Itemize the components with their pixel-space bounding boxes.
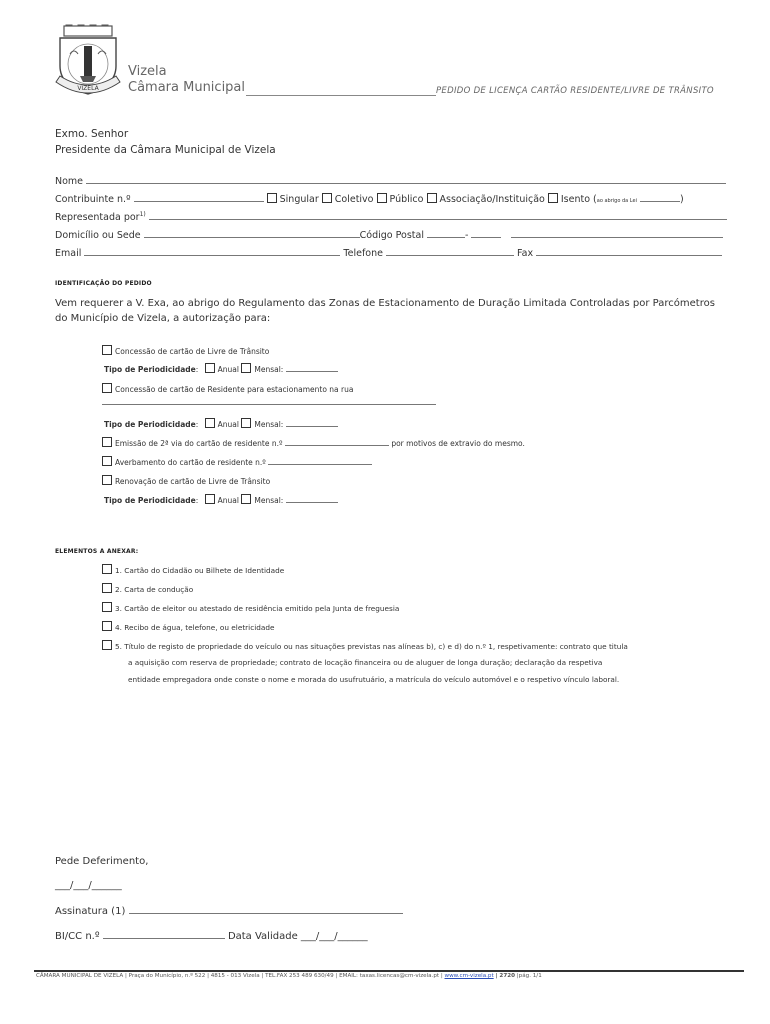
anual-checkbox-1[interactable] xyxy=(205,363,215,373)
mensal-label: Mensal: xyxy=(254,420,284,429)
codigo-postal-field-2[interactable] xyxy=(471,228,501,238)
publico-label: Público xyxy=(389,194,424,205)
coletivo-checkbox[interactable] xyxy=(322,193,332,203)
fax-label: Fax xyxy=(517,248,534,259)
mensal-checkbox-1[interactable] xyxy=(241,363,251,373)
averbamento-field[interactable] xyxy=(268,457,372,465)
mensal-checkbox-3[interactable] xyxy=(241,494,251,504)
codigo-postal-dash: - xyxy=(465,230,469,241)
anexo-4-label: 4. Recibo de água, telefone, ou eletricidade xyxy=(115,623,275,632)
anual-label: Anual xyxy=(217,420,239,429)
mensal-field-2[interactable] xyxy=(286,419,338,427)
option-segunda-via xyxy=(102,437,525,448)
email-field[interactable] xyxy=(84,246,340,256)
anexo-item xyxy=(102,602,399,613)
telefone-field[interactable] xyxy=(386,246,514,256)
colon: : xyxy=(195,496,199,505)
option-residente xyxy=(102,383,353,394)
anexo-5-continuation-1: a aquisição com reserva de propriedade; contrato de locação financeira ou de aluguer de longa duração; declaração da respetiva xyxy=(128,658,603,667)
nome-label: Nome xyxy=(55,176,84,187)
codigo-postal-field-1[interactable] xyxy=(427,228,465,238)
representada-label: Representada por xyxy=(55,212,140,223)
periodicidade-row-1 xyxy=(104,363,338,374)
pedido-intro-1: Vem requerer a V. Exa, ao abrigo do Regulamento das Zonas de Estacionamento de Duração Limitada Controladas por Parcómetros xyxy=(55,298,715,309)
anexo-item xyxy=(102,583,193,594)
salutation: Exmo. Senhor xyxy=(55,128,129,140)
option-renovacao xyxy=(102,475,270,486)
contribuinte-field[interactable] xyxy=(134,192,264,202)
isento-note: ao abrigo da Lei xyxy=(596,198,637,204)
nome-field[interactable] xyxy=(86,174,726,184)
periodicidade-label: Tipo de Periodicidade xyxy=(104,496,196,505)
mensal-checkbox-2[interactable] xyxy=(241,418,251,428)
bicc-field[interactable] xyxy=(103,929,225,939)
codigo-postal-label: Código Postal xyxy=(359,230,424,241)
anual-label: Anual xyxy=(217,365,239,374)
addressee: Presidente da Câmara Municipal de Vizela xyxy=(55,144,276,156)
header-rule xyxy=(246,95,436,96)
option-livre-transito xyxy=(102,345,269,356)
anexos-heading: ELEMENTOS A ANEXAR: xyxy=(55,548,139,555)
anexo-2-label: 2. Carta de condução xyxy=(115,585,194,594)
representada-field[interactable] xyxy=(149,210,727,220)
residente-rua-field[interactable] xyxy=(102,404,436,405)
anexo-item xyxy=(102,640,628,651)
anexo-3-label: 3. Cartão de eleitor ou atestado de residência emitido pela Junta de freguesia xyxy=(115,604,400,613)
publico-checkbox[interactable] xyxy=(377,193,387,203)
bicc-label: BI/CC n.º xyxy=(55,931,100,942)
anual-checkbox-2[interactable] xyxy=(205,418,215,428)
periodicidade-label: Tipo de Periodicidade xyxy=(104,420,196,429)
mensal-label: Mensal: xyxy=(254,365,284,374)
averbamento-label: Averbamento do cartão de residente n.º xyxy=(115,458,266,467)
residente-checkbox[interactable] xyxy=(102,383,112,393)
footer xyxy=(36,973,542,979)
nome-row xyxy=(55,174,726,187)
livre-transito-checkbox[interactable] xyxy=(102,345,112,355)
fax-field[interactable] xyxy=(536,246,722,256)
localidade-field[interactable] xyxy=(511,228,723,238)
anexo-5-label: 5. Título de registo de propriedade do veículo ou nas situações previstas nas alíneas b), c) e d) do n.º 1, respetivamente: contrato que titula xyxy=(115,642,628,651)
pede-deferimento: Pede Deferimento, xyxy=(55,856,149,867)
anexo-1-label: 1. Cartão do Cidadão ou Bilhete de Identidade xyxy=(115,566,285,575)
periodicidade-label: Tipo de Periodicidade xyxy=(104,365,196,374)
segunda-via-label: Emissão de 2ª via do cartão de residente n.º xyxy=(115,439,283,448)
isento-label: Isento ( xyxy=(560,194,597,205)
coletivo-label: Coletivo xyxy=(334,194,374,205)
representada-row xyxy=(55,210,727,223)
isento-close: ) xyxy=(680,194,684,205)
option-averbamento xyxy=(102,456,372,467)
anexo-4-checkbox[interactable] xyxy=(102,621,112,631)
svg-text:VIZELA: VIZELA xyxy=(77,85,99,92)
pedido-heading: IDENTIFICAÇÃO DO PEDIDO xyxy=(55,280,152,287)
anual-label: Anual xyxy=(217,496,239,505)
mensal-field-3[interactable] xyxy=(286,495,338,503)
segunda-via-suffix: por motivos de extravio do mesmo. xyxy=(391,439,525,448)
averbamento-checkbox[interactable] xyxy=(102,456,112,466)
livre-transito-label: Concessão de cartão de Livre de Trânsito xyxy=(115,347,270,356)
org-name: Vizela xyxy=(128,64,167,79)
anexo-2-checkbox[interactable] xyxy=(102,583,112,593)
footer-website-link[interactable]: www.cm-vizela.pt xyxy=(444,973,494,979)
municipal-crest-logo xyxy=(50,24,126,100)
periodicidade-row-3 xyxy=(104,494,338,505)
form-title: PEDIDO DE LICENÇA CARTÃO RESIDENTE/LIVRE DE TRÂNSITO xyxy=(436,86,714,96)
contacts-row xyxy=(55,246,722,259)
telefone-label: Telefone xyxy=(343,248,383,259)
email-label: Email xyxy=(55,248,82,259)
mensal-field-1[interactable] xyxy=(286,364,338,372)
representada-sup: 1) xyxy=(139,210,146,218)
residente-label: Concessão de cartão de Residente para estacionamento na rua xyxy=(115,385,354,394)
anexo-1-checkbox[interactable] xyxy=(102,564,112,574)
associacao-checkbox[interactable] xyxy=(427,193,437,203)
domicilio-field[interactable] xyxy=(144,228,360,238)
validade-field[interactable]: ___/___/______ xyxy=(300,931,368,942)
anexo-3-checkbox[interactable] xyxy=(102,602,112,612)
contribuinte-label: Contribuinte n.º xyxy=(55,194,131,205)
singular-label: Singular xyxy=(279,194,319,205)
footer-rule xyxy=(34,970,744,972)
footer-page: |pág. 1/1 xyxy=(516,973,542,979)
date-field[interactable]: ___/___/______ xyxy=(55,880,122,891)
periodicidade-row-2 xyxy=(104,418,338,429)
segunda-via-field[interactable] xyxy=(285,438,389,446)
contribuinte-row xyxy=(55,192,684,205)
associacao-label: Associação/Instituição xyxy=(439,194,545,205)
footer-code: | 2720 xyxy=(495,973,515,979)
assinatura-field[interactable] xyxy=(129,904,403,914)
segunda-via-checkbox[interactable] xyxy=(102,437,112,447)
domicilio-row xyxy=(55,228,723,241)
anexo-item xyxy=(102,564,284,575)
footer-contact: CÂMARA MUNICIPAL DE VIZELA | Praça do Município, n.º 522 | 4815 - 013 Vizela | TEL.FAX 253 489 630/49 | EMAIL: taxas.licencas@cm-vizela.pt | xyxy=(36,973,443,979)
pedido-intro-2: do Município de Vizela, a autorização para: xyxy=(55,313,271,324)
assinatura-row xyxy=(55,904,403,917)
renovacao-checkbox[interactable] xyxy=(102,475,112,485)
validade-label: Data Validade xyxy=(227,931,298,942)
assinatura-label: Assinatura (1) xyxy=(55,906,126,917)
anexo-5-checkbox[interactable] xyxy=(102,640,112,650)
isento-lei-field[interactable] xyxy=(640,192,680,202)
renovacao-label: Renovação de cartão de Livre de Trânsito xyxy=(115,477,271,486)
domicilio-label: Domicílio ou Sede xyxy=(55,230,141,241)
singular-checkbox[interactable] xyxy=(267,193,277,203)
anual-checkbox-3[interactable] xyxy=(205,494,215,504)
colon: : xyxy=(195,420,199,429)
isento-checkbox[interactable] xyxy=(548,193,558,203)
anexo-5-continuation-2: entidade empregadora onde conste o nome e morada do usufrutuário, a matrícula do veículo automóvel e o respetivo vínculo laboral. xyxy=(128,675,620,684)
mensal-label: Mensal: xyxy=(254,496,284,505)
anexo-item xyxy=(102,621,274,632)
org-subtitle: Câmara Municipal xyxy=(128,80,246,95)
bicc-row xyxy=(55,929,368,942)
colon: : xyxy=(195,365,199,374)
